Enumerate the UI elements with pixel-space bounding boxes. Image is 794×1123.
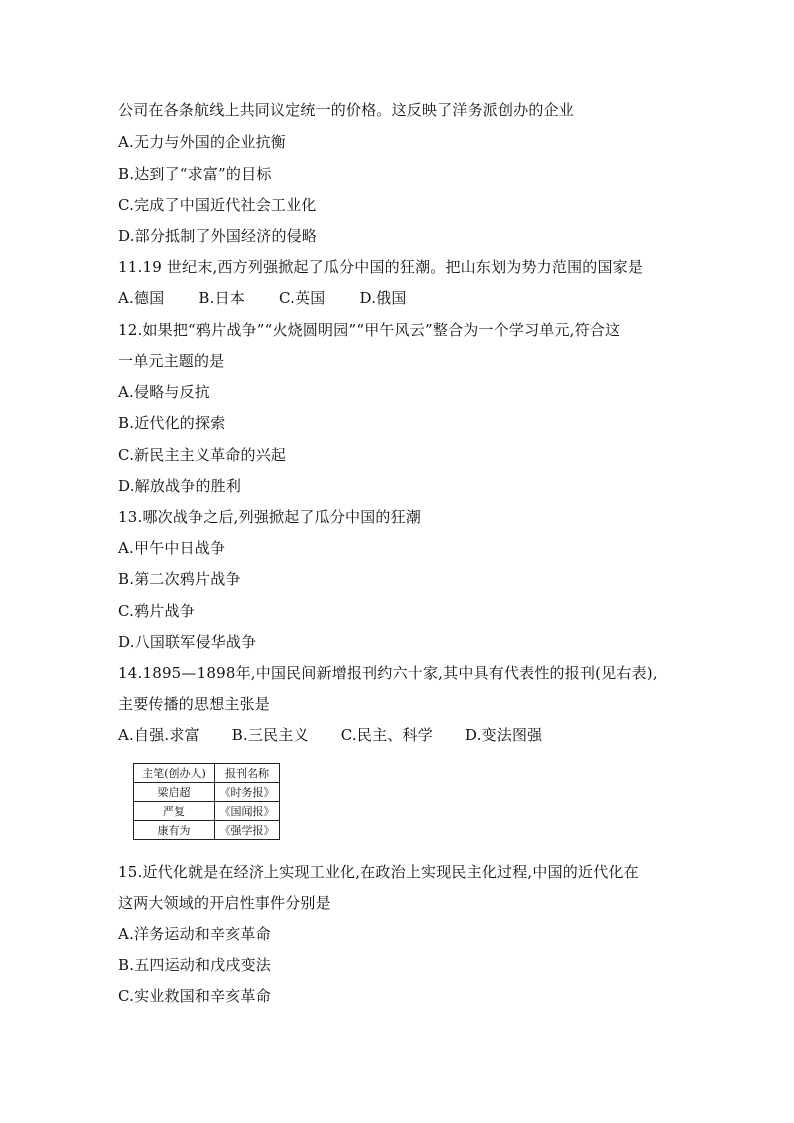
q10-option-c: C.完成了中国近代社会工业化	[118, 196, 317, 214]
q12-option-a: A.侵略与反抗	[118, 383, 211, 401]
table-row	[134, 783, 280, 802]
q12-option-b: B.近代化的探索	[118, 414, 226, 432]
q10-option-a: A.无力与外国的企业抗衡	[118, 133, 287, 151]
q11-options	[118, 288, 407, 308]
question-13-stem: 13.哪次战争之后,列强掀起了瓜分中国的狂潮	[118, 508, 422, 526]
q11-option-c: C.英国	[279, 289, 326, 307]
question-15-stem-cont: 这两大领域的开启性事件分别是	[118, 894, 331, 912]
q10-option-b: B.达到了“求富”的目标	[118, 165, 272, 183]
q15-option-a: A.洋务运动和辛亥革命	[118, 925, 271, 943]
q13-option-d: D.八国联军侵华战争	[118, 633, 257, 651]
q14-options	[118, 725, 542, 745]
table-row	[134, 802, 280, 821]
question-10-stem-end: 公司在各条航线上共同议定统一的价格。这反映了洋务派创办的企业	[118, 101, 575, 119]
table-header-cell: 主笔(创办人)	[134, 764, 215, 783]
newspaper-table	[133, 763, 280, 840]
q12-option-c: C.新民主主义革命的兴起	[118, 446, 287, 464]
question-12-stem: 12.如果把“鸦片战争”“火烧圆明园”“甲午风云”整合为一个学习单元,符合这	[118, 321, 621, 339]
q11-option-d: D.俄国	[359, 289, 407, 307]
table-cell: 梁启超	[134, 783, 215, 802]
question-12-stem-cont: 一单元主题的是	[118, 352, 225, 370]
q13-option-a: A.甲午中日战争	[118, 539, 226, 557]
question-14-stem: 14.1895—1898年,中国民间新增报刊约六十家,其中具有代表性的报刊(见右表),	[118, 664, 658, 682]
q14-option-b: B.三民主义	[231, 726, 309, 744]
question-14-stem-cont: 主要传播的思想主张是	[118, 695, 271, 713]
q13-option-c: C.鸦片战争	[118, 602, 195, 620]
table-cell: 《国闻报》	[215, 802, 280, 821]
table-cell: 严复	[134, 802, 215, 821]
table-header-cell: 报刊名称	[215, 764, 280, 783]
q11-option-a: A.德国	[118, 289, 165, 307]
q15-option-b: B.五四运动和戊戌变法	[118, 956, 271, 974]
table-row	[134, 821, 280, 840]
q12-option-d: D.解放战争的胜利	[118, 477, 242, 495]
table-cell: 康有为	[134, 821, 215, 840]
question-11-stem: 11.19 世纪末,西方列强掀起了瓜分中国的狂潮。把山东划为势力范围的国家是	[118, 258, 644, 276]
question-15-stem: 15.近代化就是在经济上实现工业化,在政治上实现民主化过程,中国的近代化在	[118, 863, 639, 881]
q14-option-c: C.民主、科学	[340, 726, 433, 744]
q15-option-c: C.实业救国和辛亥革命	[118, 987, 271, 1005]
q11-option-b: B.日本	[198, 289, 245, 307]
q10-option-d: D.部分抵制了外国经济的侵略	[118, 227, 318, 245]
table-cell: 《强学报》	[215, 821, 280, 840]
q13-option-b: B.第二次鸦片战争	[118, 570, 241, 588]
table-cell: 《时务报》	[215, 783, 280, 802]
q14-option-a: A.自强.求富	[118, 726, 200, 744]
table-header-row	[134, 764, 280, 783]
q14-option-d: D.变法图强	[464, 726, 543, 744]
